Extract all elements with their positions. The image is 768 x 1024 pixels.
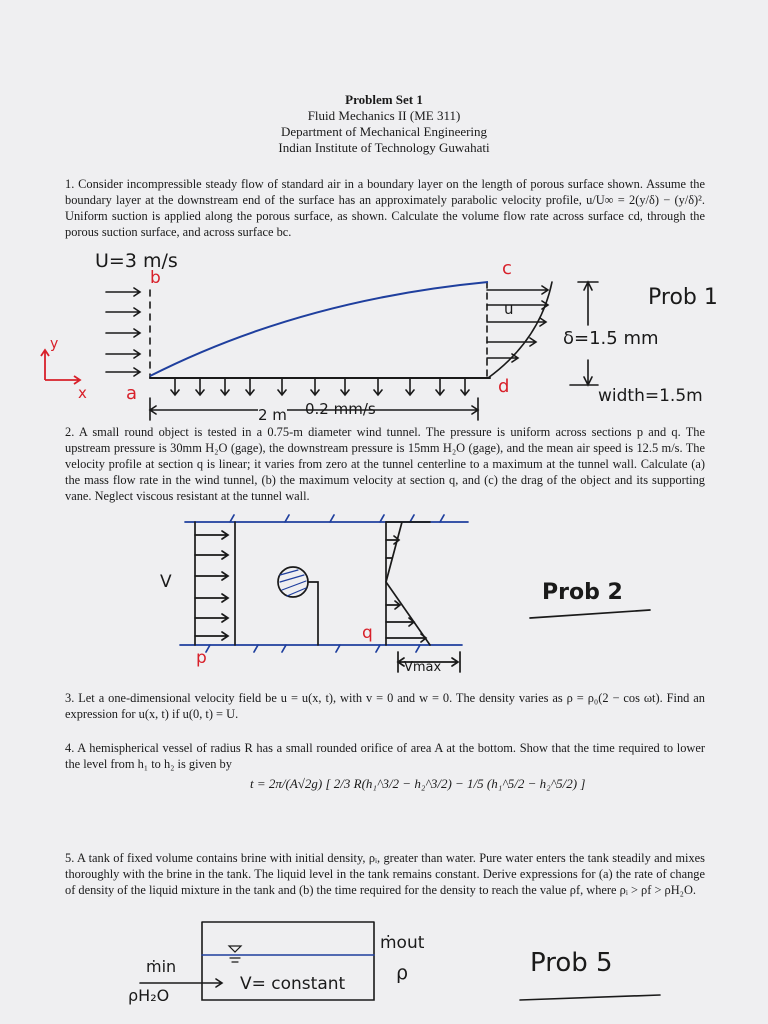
fig5-min-label: ṁin: [146, 957, 177, 976]
fig1-delta-arrow-top: [578, 282, 598, 325]
fig1-y-axis-label: y: [50, 336, 59, 352]
fig2-vmax-label: Vmax: [404, 660, 442, 675]
fig1-point-d: d: [498, 376, 510, 397]
problem-4-text: 4. A hemispherical vessel of radius R has a small rounded orifice of area A at the bottom. Show that the time required to lower the level from h₁ to h₂ is given by: [65, 741, 705, 771]
fig1-suction-label: 0.2 mm/s: [305, 400, 376, 418]
fig1-x-axis-label: x: [78, 384, 87, 402]
fig2-prob-label: Prob 2: [542, 580, 623, 605]
fig1-suction-arrows: [171, 378, 469, 395]
department-name: Department of Mechanical Engineering: [280, 124, 488, 139]
fig2-linear-arrows: [386, 536, 426, 642]
fig1-delta-label: δ=1.5 mm: [563, 328, 659, 349]
fig1-length-label: 2 m: [258, 406, 287, 424]
fig2-uniform-arrows: [195, 531, 228, 640]
fig5-mout-label: ṁout: [380, 933, 425, 953]
fig5-volume-label: V= constant: [240, 974, 346, 994]
fig1-point-b: b: [150, 268, 161, 288]
problem-2-text: 2. A small round object is tested in a 0.75-m diameter wind tunnel. The pressure is uniform across sections p and q. The upstream pressure is 30mm H₂O (gage), the downstream pressure is 15mm H₂O (gage), and the mean air speed is 12.5 m/s. The velocity profile at section q is linear; it varies from zero at the tunnel centerline to a maximum at the tunnel wall. Calculate (a) the mass flow rate in the wind tunnel, (b) the maximum velocity at section q, and (c) the drag of the object and its supporting vane. Neglect viscous resistant at the tunnel wall.: [65, 425, 705, 503]
problem-5-text: 5. A tank of fixed volume contains brine with initial density, ρᵢ, greater than water. Pure water enters the tank steadily and mixes thoroughly with the brine in the tank. The liquid level in the tank remains constant. Derive expressions for (a) the rate of change of density of the liquid mixture in the tank and (b) the time required for the density to reach the value ρf, where ρᵢ > ρf > ρH₂O.: [65, 851, 705, 897]
fig2-wall-hatches: [206, 515, 444, 652]
problem-1-text: 1. Consider incompressible steady flow of standard air in a boundary layer on the length of porous surface shown. Assume the boundary layer at the downstream end of the surface has an approximately parabolic velocity profile, u/U∞ = 2(y/δ) − (y/δ)². Uniform suction is applied along the porous surface, as shown. Calculate the volume flow rate across surface cd, through the porous suction surface, and across surface bc.: [65, 177, 705, 239]
problem-3-text: 3. Let a one-dimensional velocity field be u = u(x, t), with v = 0 and w = 0. The density varies as ρ = ρ₀(2 − cos ωt). Find an expression for u(x, t) if u(0, t) = U.: [65, 691, 705, 721]
fig1-prob-label: Prob 1: [648, 285, 718, 310]
course-name: Fluid Mechanics II (ME 311): [307, 108, 461, 123]
problem-4-equation: t = 2π/(A√2g) [ 2/3 R(h₁^3/2 − h₂^3/2) − 1/5 (h₁^5/2 − h₂^5/2) ]: [250, 776, 586, 791]
fig1-velocity-label: U=3 m/s: [95, 250, 178, 272]
fig2-section-p-label: p: [196, 648, 207, 668]
fig1-axes: [41, 350, 80, 384]
fig5-prob-label: Prob 5: [530, 948, 613, 978]
fig2-support-vane: [308, 582, 318, 645]
fig1-velocity-profile: [488, 282, 552, 378]
fig5-rho-h2o-label: ρH₂O: [128, 986, 170, 1005]
page-title: Problem Set 1: [345, 92, 423, 107]
institute-name: Indian Institute of Technology Guwahati: [278, 140, 490, 155]
fig1-point-a: a: [126, 383, 138, 404]
fig1-boundary-layer-edge: [150, 282, 488, 376]
fig1-u-label: u: [504, 300, 514, 318]
fig1-point-c: c: [502, 258, 512, 279]
fig5-rho-label: ρ: [396, 962, 409, 984]
fig1-inflow-arrows: [106, 288, 140, 376]
fig1-delta-arrow-bottom: [570, 360, 598, 385]
fig1-width-label: width=1.5m: [598, 386, 703, 406]
fig2-section-q-label: q: [362, 623, 373, 643]
fig2-v-label: V: [160, 572, 172, 592]
